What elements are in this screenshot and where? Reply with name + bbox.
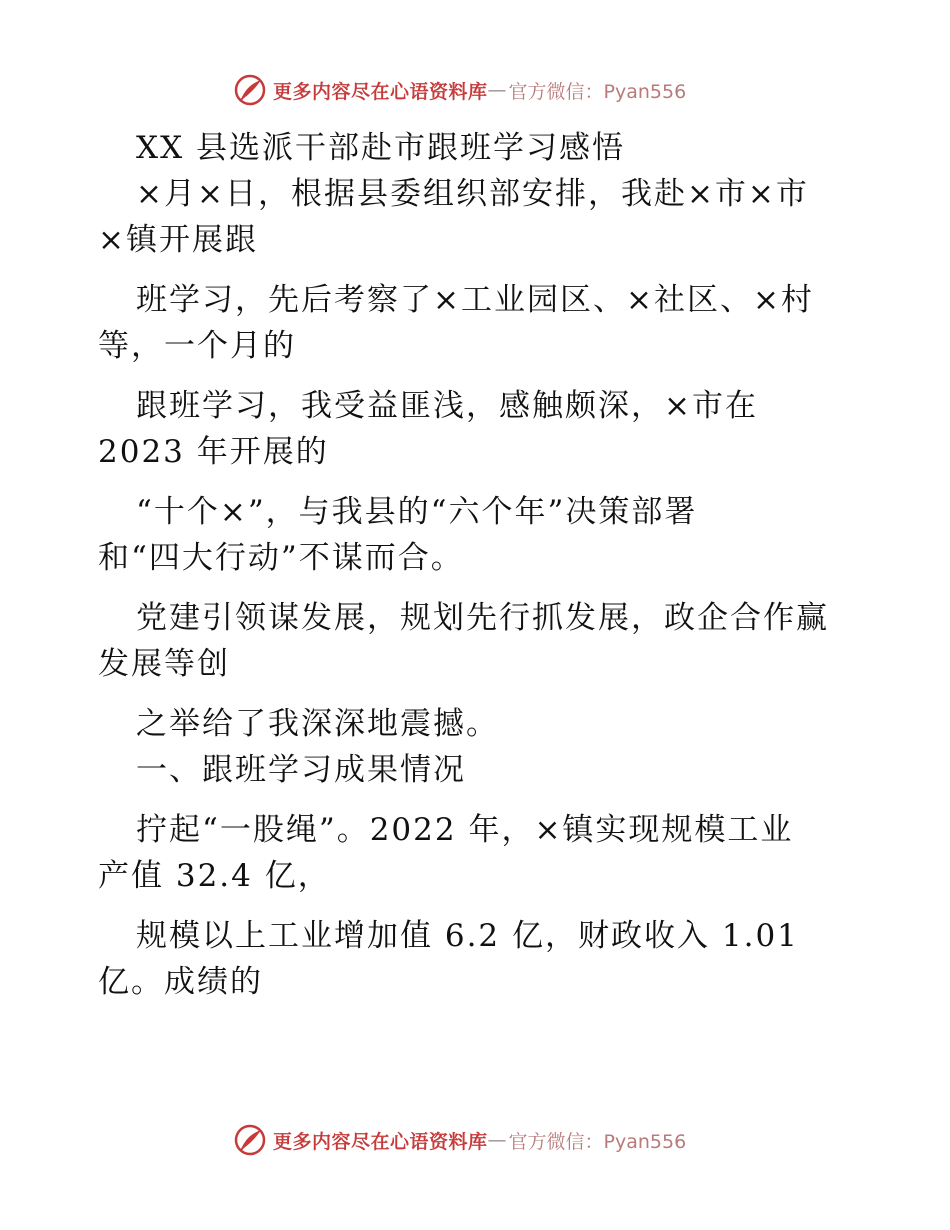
text-line: 亿。成绩的	[98, 964, 263, 1000]
text-line: 之举给了我深深地震撼。	[136, 706, 499, 742]
footer-banner	[233, 1122, 686, 1158]
quill-logo-icon	[233, 1123, 267, 1157]
section-heading: 一、跟班学习成果情况	[136, 752, 466, 788]
text-line: 拧起“一股绳”。2022 年，×镇实现规模工业	[136, 812, 794, 848]
text-line: 跟班学习，我受益匪浅，感触颇深，×市在	[136, 388, 758, 424]
text-line: ×月×日，根据县委组织部安排，我赴×市×市	[136, 176, 809, 212]
banner-sub-text: 官方微信：Pyan556	[508, 80, 687, 103]
document-title: XX 县选派干部赴市跟班学习感悟	[136, 130, 625, 166]
text-line: 和“四大行动”不谋而合。	[98, 540, 464, 576]
text-line: 党建引领谋发展，规划先行抓发展，政企合作赢	[136, 600, 829, 636]
banner-separator: —	[487, 1129, 507, 1151]
text-line: “十个×”，与我县的“六个年”决策部署	[136, 494, 698, 530]
text-line: ×镇开展跟	[98, 222, 258, 258]
text-line: 规模以上工业增加值 6.2 亿，财政收入 1.01	[136, 918, 799, 954]
text-line: 产值 32.4 亿，	[98, 858, 331, 894]
banner-sub-text: 官方微信：Pyan556	[508, 1130, 687, 1153]
text-line: 等，一个月的	[98, 328, 296, 364]
text-line: 2023 年开展的	[98, 434, 329, 470]
text-line: 发展等创	[98, 646, 230, 682]
banner-main-text: 更多内容尽在心语资料库	[273, 80, 488, 103]
banner-separator: —	[487, 79, 507, 101]
document-body	[98, 125, 858, 1005]
header-banner	[233, 72, 686, 108]
banner-main-text: 更多内容尽在心语资料库	[273, 1130, 488, 1153]
quill-logo-icon	[233, 73, 267, 107]
text-line: 班学习，先后考察了×工业园区、×社区、×村	[136, 282, 814, 318]
